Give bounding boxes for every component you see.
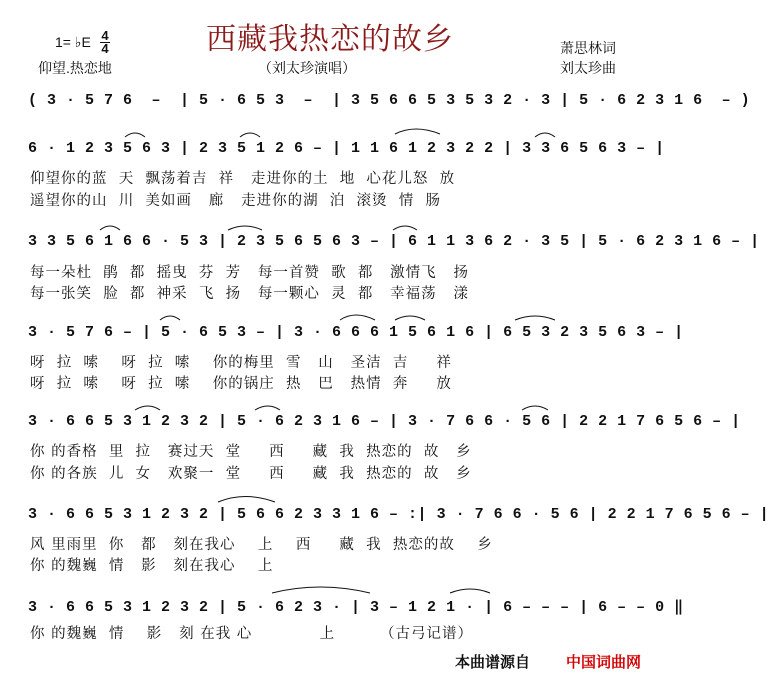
lyric-verse-1: 呀 拉 嗦 呀 拉 嗦 你的梅里 雪 山 圣洁 吉 祥 xyxy=(30,355,452,371)
time-signature-top: 4 xyxy=(101,28,109,43)
composer-credit: 刘太珍曲 xyxy=(560,60,616,76)
source-site-link[interactable]: 中国词曲网 xyxy=(566,653,642,671)
notation-line: 3 · 5 7 6 – | 5 · 6 5 3 – | 3 · 6 6 6 1 5 6 1 6 | 6 5 3 2 3 5 6 3 – | xyxy=(28,324,684,341)
lyric-verse-1: 你 的魏巍 情 影 刻 在我 心 上 （古弓记谱） xyxy=(30,626,473,642)
notation-line: 3 3 5 6 1 6 6 · 5 3 | 2 3 5 6 5 6 3 – | 6 1 1 3 6 2 · 3 5 | 5 · 6 2 3 1 6 – | xyxy=(28,233,760,250)
singer-credit: （刘太珍演唱） xyxy=(258,60,356,76)
lyricist-credit: 萧思林词 xyxy=(560,40,616,56)
lyric-verse-2: 每一张笑 脸 都 神采 飞 扬 每一颗心 灵 都 幸福荡 漾 xyxy=(30,286,470,302)
song-title: 西藏我热恋的故乡 xyxy=(206,22,454,57)
lyric-verse-1: 仰望你的蓝 天 飘荡着吉 祥 走进你的土 地 心花儿怒 放 xyxy=(30,171,456,187)
tempo-marking: 仰望.热恋地 xyxy=(38,60,112,76)
notation-line: 3 · 6 6 5 3 1 2 3 2 | 5 · 6 2 3 1 6 – | 3 · 7 6 6 · 5 6 | 2 2 1 7 6 5 6 – | xyxy=(28,413,741,430)
notation-line: 3 · 6 6 5 3 1 2 3 2 | 5 · 6 2 3 · | 3 – 1 2 1 · | 6 – – – | 6 – – 0 ‖ xyxy=(28,599,684,616)
time-signature-bottom: 4 xyxy=(101,41,109,56)
lyric-verse-1: 你 的香格 里 拉 赛过天 堂 西 藏 我 热恋的 故 乡 xyxy=(30,444,472,460)
notation-line: ( 3 · 5 7 6 – | 5 · 6 5 3 – | 3 5 6 6 5 3 5 3 2 · 3 | 5 · 6 2 3 1 6 – ) xyxy=(28,92,751,109)
lyric-verse-1: 每一朵杜 鹃 都 摇曳 芬 芳 每一首赞 歌 都 激情飞 扬 xyxy=(30,265,470,281)
lyric-verse-2: 呀 拉 嗦 呀 拉 嗦 你的锅庄 热 巴 热情 奔 放 xyxy=(30,376,452,392)
notation-line: 6 · 1 2 3 5 6 3 | 2 3 5 1 2 6 – | 1 1 6 1 2 3 2 2 | 3 3 6 5 6 3 – | xyxy=(28,140,665,157)
key-signature: 1= ♭E xyxy=(55,34,91,50)
source-label: 本曲谱源自 xyxy=(455,653,531,671)
lyric-verse-2: 你 的魏巍 情 影 刻在我心 上 xyxy=(30,558,274,574)
lyric-verse-1: 风 里雨里 你 都 刻在我心 上 西 藏 我 热恋的故 乡 xyxy=(30,537,493,553)
lyric-verse-2: 遥望你的山 川 美如画 廊 走进你的湖 泊 滚烫 情 肠 xyxy=(30,193,441,209)
time-signature xyxy=(100,30,110,55)
notation-line: 3 · 6 6 5 3 1 2 3 2 | 5 6 6 2 3 3 1 6 – :| 3 · 7 6 6 · 5 6 | 2 2 1 7 6 5 6 – | xyxy=(28,506,769,523)
lyric-verse-2: 你 的各族 儿 女 欢聚一 堂 西 藏 我 热恋的 故 乡 xyxy=(30,466,472,482)
